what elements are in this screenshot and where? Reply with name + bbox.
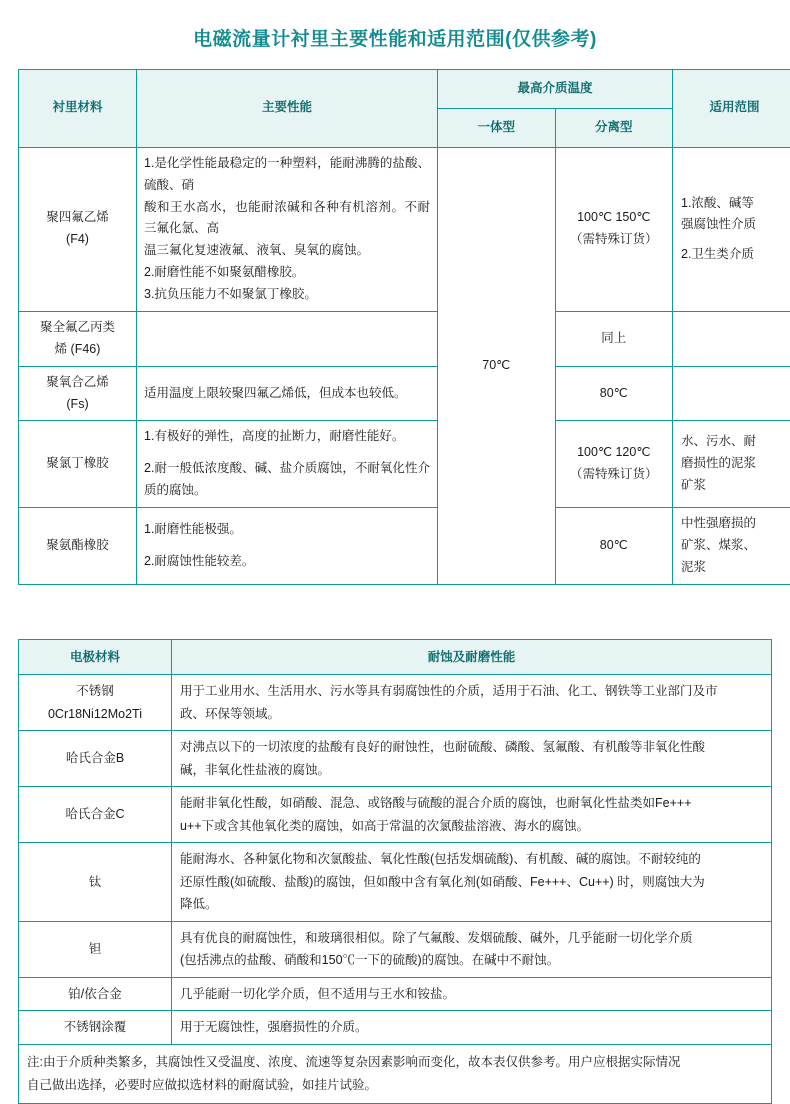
material-line: 不锈钢涂覆 [27,1016,163,1039]
header-corrosion-wear: 耐蚀及耐磨性能 [172,639,772,675]
scope-line: 矿浆 [681,475,789,497]
header-integrated-type: 一体型 [438,108,556,147]
note-line: 自己做出选择，必要时应做拟选材料的耐腐试验，如挂片试验。 [27,1074,763,1097]
property-line: 3.抗负压能力不如聚氯丁橡胶。 [144,284,430,306]
cell-properties [137,508,438,585]
table-row [19,843,772,922]
cell-electrode-material [19,675,172,731]
material-line: 聚氧合乙烯 [26,372,129,394]
property-line: 酸和王水高水，也能耐浓碱和各种有机溶剂。不耐三氟化氯、高 [144,197,430,241]
property-line: (包括沸点的盐酸、硝酸和150℃一下的硫酸)的腐蚀。在碱中不耐蚀。 [180,949,763,972]
temp-value: 100℃ 150℃ [563,207,666,229]
temp-value: 80℃ [563,535,666,557]
cell-electrode-material [19,1011,172,1045]
material-line: 钽 [27,938,163,961]
cell-integrated-temp: 70℃ [438,147,556,584]
table-row [19,366,790,421]
material-line: 聚四氟乙烯 [26,207,129,229]
electrode-performance-table [18,639,772,1104]
cell-properties [137,311,438,366]
property-line: 政、环保等领域。 [180,703,763,726]
material-line: (F4) [26,229,129,251]
cell-electrode-properties [172,675,772,731]
material-line: 哈氏合金B [27,747,163,770]
cell-electrode-properties [172,977,772,1011]
scope-line: 矿浆、煤浆、 [681,535,789,557]
liner-table-header [19,70,790,148]
electrode-table-body [19,675,772,1104]
property-line: 温三氟化复速液氟、液氧、臭氧的腐蚀。 [144,240,430,262]
property-line: 几乎能耐一切化学介质，但不适用与王水和铵盐。 [180,983,763,1006]
property-line: 对沸点以下的一切浓度的盐酸有良好的耐蚀性，也耐硫酸、磷酸、氢氟酸、有机酸等非氧化性酸 [180,736,763,759]
table-note-row [19,1044,772,1103]
material-line: 钛 [27,871,163,894]
material-line: (Fs) [26,394,129,416]
scope-line: 磨损性的泥浆 [681,453,789,475]
liner-table-body [19,147,790,584]
property-line: 2.耐磨性能不如聚氨醋橡胶。 [144,262,430,284]
table-row [19,977,772,1011]
cell-scope [673,366,790,421]
material-line: 聚全氟乙丙类 [26,317,129,339]
property-line: 用于无腐蚀性，强磨损性的介质。 [180,1016,763,1039]
cell-electrode-properties [172,1011,772,1045]
material-line: 聚氯丁橡胶 [26,453,129,475]
property-line: 1.耐磨性能极强。 [144,519,430,541]
scope-line: 强腐蚀性介质 [681,214,789,236]
property-line: 碱，非氧化性盐液的腐蚀。 [180,759,763,782]
property-line: 降低。 [180,893,763,916]
property-line: 2.耐腐蚀性能较差。 [144,551,430,573]
cell-properties [137,366,438,421]
cell-scope [673,508,790,585]
cell-properties [137,421,438,508]
note-line: 注:由于介质种类繁多，其腐蚀性又受温度、浓度、流速等复杂因素影响而变化，故本表仅供参考。用户应根据实际情况 [27,1051,763,1074]
table-row [19,1011,772,1045]
scope-line: 中性强磨损的 [681,513,789,535]
material-line: 烯 (F46) [26,339,129,361]
header-max-medium-temp: 最高介质温度 [438,70,673,109]
cell-electrode-material [19,977,172,1011]
header-scope: 适用范围 [673,70,790,148]
table-row [19,147,790,311]
temp-value: 80℃ [563,383,666,405]
material-line: 哈氏合金C [27,803,163,826]
cell-separated-temp [555,421,673,508]
table-header-row [19,639,772,675]
property-line: 还原性酸(如硫酸、盐酸)的腐蚀，但如酸中含有氧化剂(如硝酸、Fe+++、Cu++) 时，则腐蚀大为 [180,871,763,894]
table-row [19,787,772,843]
cell-properties [137,147,438,311]
table-header-row-1 [19,70,790,109]
cell-electrode-material [19,921,172,977]
temp-value: 同上 [563,328,666,350]
material-line: 铂/依合金 [27,983,163,1006]
cell-material [19,508,137,585]
property-line: 能耐非氧化性酸，如硝酸、混急、或铬酸与硫酸的混合介质的腐蚀，也耐氧化性盐类如Fe+++ [180,792,763,815]
scope-line: 2.卫生类介质 [681,244,789,266]
table-row [19,675,772,731]
temp-value: 100℃ 120℃ [563,442,666,464]
table-row [19,311,790,366]
property-line: 1.有极好的弹性，高度的扯断力，耐磨性能好。 [144,426,430,448]
cell-electrode-properties [172,843,772,922]
cell-electrode-material [19,843,172,922]
property-line: 能耐海水、各种氯化物和次氯酸盐、氧化性酸(包括发烟硫酸)、有机酸、碱的腐蚀。不耐较纯的 [180,848,763,871]
scope-line: 泥浆 [681,557,789,579]
cell-electrode-properties [172,731,772,787]
header-separated-type: 分离型 [555,108,673,147]
cell-separated-temp [555,311,673,366]
cell-separated-temp [555,147,673,311]
table-row [19,921,772,977]
cell-material [19,147,137,311]
table-note [19,1044,772,1103]
cell-material [19,311,137,366]
cell-separated-temp [555,366,673,421]
cell-material [19,421,137,508]
property-line: u++下或含其他氧化类的腐蚀，如高于常温的次氯酸盐溶液、海水的腐蚀。 [180,815,763,838]
property-line: 2.耐一般低浓度酸、碱、盐介质腐蚀，不耐氧化性介质的腐蚀。 [144,458,430,502]
temp-note: （需特殊订货） [563,464,666,486]
cell-scope [673,421,790,508]
scope-line: 1.浓酸、碱等 [681,193,789,215]
material-line: 不锈钢 [27,680,163,703]
temp-note: （需特殊订货） [563,229,666,251]
property-line: 适用温度上限较聚四氟乙烯低，但成本也较低。 [144,383,430,405]
table-row [19,508,790,585]
cell-electrode-material [19,787,172,843]
cell-electrode-material [19,731,172,787]
cell-electrode-properties [172,921,772,977]
cell-material [19,366,137,421]
cell-scope [673,147,790,311]
header-liner-material: 衬里材料 [19,70,137,148]
cell-electrode-properties [172,787,772,843]
header-electrode-material: 电极材料 [19,639,172,675]
liner-performance-table [18,69,790,585]
section-spacer [18,585,772,639]
cell-scope [673,311,790,366]
table-row [19,421,790,508]
page-title: 电磁流量计衬里主要性能和适用范围(仅供参考) [18,0,772,69]
property-line: 1.是化学性能最稳定的一种塑料，能耐沸腾的盐酸、硫酸、硝 [144,153,430,197]
electrode-table-header [19,639,772,675]
scope-line: 水、污水、耐 [681,431,789,453]
cell-separated-temp [555,508,673,585]
property-line: 用于工业用水、生活用水、污水等具有弱腐蚀性的介质，适用于石油、化工、钢铁等工业部门及市 [180,680,763,703]
property-line: 具有优良的耐腐蚀性，和玻璃很相似。除了气氟酸、发烟硫酸、碱外，几乎能耐一切化学介质 [180,927,763,950]
header-main-properties: 主要性能 [137,70,438,148]
material-line: 聚氨酯橡胶 [26,535,129,557]
material-line: 0Cr18Ni12Mo2Ti [27,703,163,726]
table-row [19,731,772,787]
